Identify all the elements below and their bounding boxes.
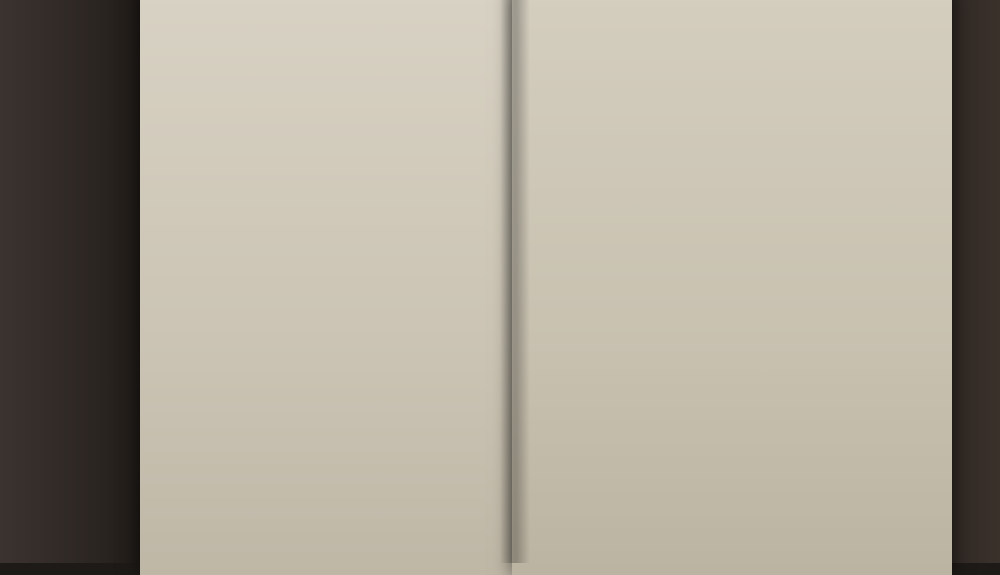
left-table-of-contents [140,0,512,575]
left-page [140,0,513,575]
table-surface-left [0,0,150,563]
book-gutter [500,0,530,563]
right-page [512,0,952,575]
right-table-of-contents [512,0,952,575]
